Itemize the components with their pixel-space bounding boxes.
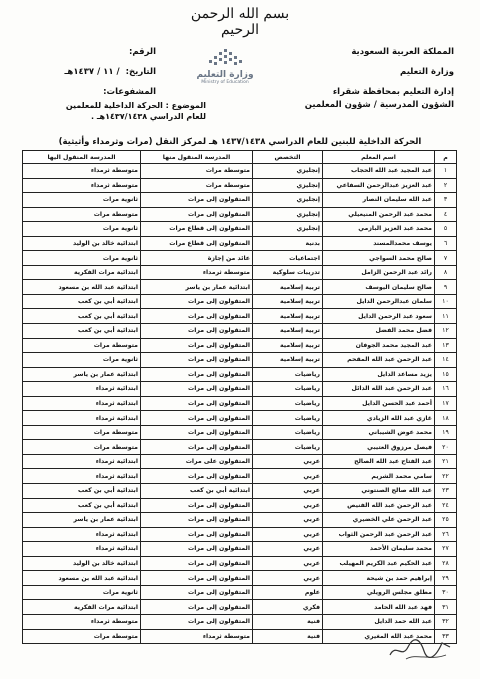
to-school-cell: متوسطة مرات (23, 207, 141, 222)
from-school-cell: المتقولون إلى مرات (141, 411, 253, 426)
row-number-cell: ٢٨ (435, 556, 457, 571)
table-row (23, 207, 457, 222)
date-value: / ١١ / ١٤٣٧هـ (64, 67, 120, 77)
from-school-cell: المتقولون إلى مرات (141, 585, 253, 600)
teacher-name-cell: عبد الله صالح الصنتوني (323, 484, 435, 499)
subject-line: الموضوع : الحركة الداخلية للمعلمين (65, 101, 206, 110)
table-row (23, 222, 457, 237)
table-row (23, 571, 457, 586)
transfers-table (22, 150, 457, 644)
table-row (23, 469, 457, 484)
row-number-cell: ٣١ (435, 600, 457, 615)
column-header-number: م (435, 151, 457, 164)
column-header-from-school: المدرسة المنقول منها (141, 151, 253, 164)
from-school-cell: المنقولون إلى مرات (141, 207, 253, 222)
teacher-name-cell: محمد عبد الرحمن المنيعيلي (323, 207, 435, 222)
specialization-cell: تدريبات سلوكية (253, 265, 323, 280)
row-number-cell: ١١ (435, 309, 457, 324)
row-number-cell: ٢٢ (435, 469, 457, 484)
teacher-name-cell: عبد الرحمن علي الخضيري (323, 513, 435, 528)
to-school-cell: متوسطة ثرمداء (23, 178, 141, 193)
teacher-name-cell: يزيد مساعد الدايل (323, 367, 435, 382)
to-school-cell: ابتدائية ثرمداء (23, 454, 141, 469)
specialization-cell: عربي (253, 469, 323, 484)
teacher-name-cell: عبد العزيز عبدالرحمن السفاعي (323, 178, 435, 193)
specialization-cell: فكري (253, 600, 323, 615)
table-row (23, 338, 457, 353)
table-row (23, 164, 457, 179)
from-school-cell: المتقولون إلى مرات (141, 513, 253, 528)
table-row (23, 193, 457, 208)
specialization-cell: اجتماعيات (253, 251, 323, 266)
from-school-cell: المتقولون إلى مرات (141, 440, 253, 455)
teacher-name-cell: عبد الرحمن عبد الله الدائل (323, 382, 435, 397)
table-row (23, 411, 457, 426)
reference-number-label: الرقم: (128, 47, 156, 57)
from-school-cell: المتقولون إلى مرات (141, 294, 253, 309)
specialization-cell: تربية إسلامية (253, 338, 323, 353)
teacher-name-cell: محمد عبد العزيز البازمي (323, 222, 435, 237)
row-number-cell: ٢٣ (435, 484, 457, 499)
table-row (23, 556, 457, 571)
reference-fields (36, 42, 156, 102)
to-school-cell: ابتدائية ثرمداء (23, 411, 141, 426)
row-number-cell: ٣٣ (435, 629, 457, 644)
to-school-cell: ابتدائية أبي بن كعب (23, 484, 141, 499)
specialization-cell: عربي (253, 527, 323, 542)
date-row (36, 62, 156, 82)
table-row (23, 542, 457, 557)
teacher-name-cell: عبد المجيد عبد الله الحجاب (323, 164, 435, 179)
row-number-cell: ١٨ (435, 411, 457, 426)
specialization-cell: عربي (253, 484, 323, 499)
row-number-cell: ١ (435, 164, 457, 179)
to-school-cell: ثانوية مرات (23, 585, 141, 600)
teacher-name-cell: عبد الرحمن عبد الرحمن الثواب (323, 527, 435, 542)
row-number-cell: ٢٧ (435, 542, 457, 557)
specialization-cell: تربية إسلامية (253, 294, 323, 309)
from-school-cell: المتقولون إلى مرات (141, 338, 253, 353)
to-school-cell: ابتدائية عبد الله بن مسعود (23, 571, 141, 586)
column-header-teacher-name: اسم المعلم (323, 151, 435, 164)
table-row (23, 265, 457, 280)
teacher-name-cell: إبراهيم حمد بن شيحة (323, 571, 435, 586)
specialization-cell: رياضيات (253, 367, 323, 382)
teacher-name-cell: سعود عبد الرحمن الدايل (323, 309, 435, 324)
letterhead (0, 0, 480, 140)
table-row (23, 382, 457, 397)
row-number-cell: ٤ (435, 207, 457, 222)
from-school-cell: المتقولون إلى مرات (141, 425, 253, 440)
from-school-cell: ابتدائية أبي بن كعب (141, 484, 253, 499)
specialization-cell: عربي (253, 454, 323, 469)
to-school-cell: متوسطة مرات (23, 338, 141, 353)
teacher-name-cell: مطلق مجلس الرويلي (323, 585, 435, 600)
specialization-cell: إنجليزي (253, 164, 323, 179)
from-school-cell: المتقولون إلى مرات (141, 542, 253, 557)
date-label: التاريخ: (125, 67, 156, 77)
teacher-name-cell: سلمان عبدالرحمن الدايل (323, 294, 435, 309)
specialization-cell: رياضيات (253, 396, 323, 411)
subject-year-line: للعام الدراسي ١٤٣٧/١٤٣٨هـ . (91, 112, 206, 121)
table-row (23, 309, 457, 324)
from-school-cell: عائد من إجازة (141, 251, 253, 266)
table-row (23, 440, 457, 455)
row-number-cell: ٨ (435, 265, 457, 280)
specialization-cell: تربية إسلامية (253, 353, 323, 368)
signature-mark (386, 633, 456, 663)
row-number-cell: ٣٠ (435, 585, 457, 600)
column-header-to-school: المدرسة المنقول اليها (23, 151, 141, 164)
specialization-cell: إنجليزي (253, 222, 323, 237)
from-school-cell: المتقولون إلى مرات (141, 193, 253, 208)
to-school-cell: ابتدائية أبي بن كعب (23, 309, 141, 324)
specialization-cell: تربية إسلامية (253, 280, 323, 295)
teacher-name-cell: صالح محمد السواجي (323, 251, 435, 266)
row-number-cell: ٥ (435, 222, 457, 237)
to-school-cell: ابتدائية ثرمداء (23, 542, 141, 557)
to-school-cell: ثانوية مرات (23, 251, 141, 266)
specialization-cell: عربي (253, 498, 323, 513)
specialization-cell: تربية إسلامية (253, 309, 323, 324)
table-row (23, 294, 457, 309)
from-school-cell: متوسطة مرات (141, 164, 253, 179)
table-row (23, 396, 457, 411)
row-number-cell: ٢٤ (435, 498, 457, 513)
row-number-cell: ١٦ (435, 382, 457, 397)
teacher-name-cell: عبد الحكيم عبد الكريم المهيلب (323, 556, 435, 571)
specialization-cell: إنجليزي (253, 207, 323, 222)
teacher-name-cell: عبد الله سليمان النصار (323, 193, 435, 208)
from-school-cell: المتقولون إلى مرات (141, 527, 253, 542)
to-school-cell: ابتدائية خالد بن الوليد (23, 556, 141, 571)
from-school-cell: المتقولون إلى مرات (141, 309, 253, 324)
to-school-cell: متوسطة مرات (23, 440, 141, 455)
table-row (23, 353, 457, 368)
to-school-cell: ابتدائية ثرمداء (23, 527, 141, 542)
to-school-cell: ابتدائية ثرمداء (23, 382, 141, 397)
ministry-logo-icon (205, 46, 245, 70)
table-row (23, 236, 457, 251)
to-school-cell: ابتدائية عمار بن ياسر (23, 367, 141, 382)
from-school-cell: المتقولون إلى مرات (141, 353, 253, 368)
from-school-cell: المتقولون إلى قطاع مرات (141, 222, 253, 237)
teacher-name-cell: عبد المجيد محمد الجوفان (323, 338, 435, 353)
row-number-cell: ٢١ (435, 454, 457, 469)
from-school-cell: المتقولون إلى مرات (141, 324, 253, 339)
ministry-name: وزارة التعليم (400, 67, 454, 77)
table-row (23, 484, 457, 499)
to-school-cell: ابتدائية ثرمداء (23, 469, 141, 484)
basmala: بسم الله الرحمن الرحيم (190, 6, 290, 38)
from-school-cell: المتقولون إلى مرات (141, 571, 253, 586)
from-school-cell: متوسطة مرات (141, 178, 253, 193)
to-school-cell: متوسطة ثرمداء (23, 164, 141, 179)
table-row (23, 367, 457, 382)
row-number-cell: ١٣ (435, 338, 457, 353)
to-school-cell: ثانوية مرات (23, 353, 141, 368)
table-row (23, 178, 457, 193)
teacher-name-cell: يوسف محمدالمسند (323, 236, 435, 251)
teacher-name-cell: محمد عبد الله المغيري (323, 629, 435, 644)
to-school-cell: ابتدائية مرات الفكرية (23, 265, 141, 280)
specialization-cell: عربي (253, 542, 323, 557)
from-school-cell: ابتدائية عمار بن ياسر (141, 280, 253, 295)
row-number-cell: ٢٩ (435, 571, 457, 586)
attachments-row (36, 82, 156, 102)
table-row (23, 251, 457, 266)
to-school-cell: ابتدائية ثرمداء (23, 396, 141, 411)
column-header-specialization: التخصص (253, 151, 323, 164)
row-number-cell: ٢ (435, 178, 457, 193)
teacher-name-cell: رائد عبد الرحمن الزامل (323, 265, 435, 280)
to-school-cell: ابتدائية أبي بن كعب (23, 324, 141, 339)
to-school-cell: ثانوية مرات (23, 222, 141, 237)
row-number-cell: ٢٠ (435, 440, 457, 455)
table-row (23, 324, 457, 339)
from-school-cell: المتقولون على مرات (141, 454, 253, 469)
row-number-cell: ١٩ (435, 425, 457, 440)
teacher-name-cell: سامي محمد الشريم (323, 469, 435, 484)
specialization-cell: فنية (253, 629, 323, 644)
teacher-name-cell: فهد عبد الله الحامد (323, 600, 435, 615)
teacher-name-cell: عبد الله حمد الدايل (323, 614, 435, 629)
table-row (23, 585, 457, 600)
authority-block (304, 42, 454, 102)
to-school-cell: متوسطة ثرمداء (23, 614, 141, 629)
specialization-cell: عربي (253, 513, 323, 528)
teacher-name-cell: فيصل مرزوق العتيبي (323, 440, 435, 455)
logo-english-text: Ministry of Education (201, 80, 249, 85)
teacher-name-cell: محمد عوض الشيباني (323, 425, 435, 440)
from-school-cell: المتقولون إلى مرات (141, 396, 253, 411)
attachments-label: المشفوعات: (103, 87, 156, 97)
row-number-cell: ٩ (435, 280, 457, 295)
specialization-cell: علوم (253, 585, 323, 600)
from-school-cell: متوسطة ثرمداء (141, 265, 253, 280)
from-school-cell: المنقولون إلى قطاع مرات (141, 236, 253, 251)
from-school-cell: المتقولون إلى مرات (141, 614, 253, 629)
teacher-name-cell: فضل محمد الفضل (323, 324, 435, 339)
department-name: الشؤون المدرسية / شؤون المعلمين (304, 100, 454, 110)
to-school-cell: ابتدائية أبي بن كعب (23, 498, 141, 513)
directorate-name: إدارة التعليم بمحافظة شقراء (332, 87, 454, 97)
row-number-cell: ٧ (435, 251, 457, 266)
teacher-name-cell: أحمد عبد الحسن الدايل (323, 396, 435, 411)
row-number-cell: ١٧ (435, 396, 457, 411)
specialization-cell: بدنية (253, 236, 323, 251)
specialization-cell: تربية إسلامية (253, 324, 323, 339)
specialization-cell: رياضيات (253, 425, 323, 440)
to-school-cell: ابتدائية مرات الفكرية (23, 600, 141, 615)
row-number-cell: ١٤ (435, 353, 457, 368)
ministry-logo (186, 46, 264, 98)
teacher-name-cell: عبد الفتاح عبد الله الصالح (323, 454, 435, 469)
to-school-cell: ابتدائية عبد الله بن مسعود (23, 280, 141, 295)
specialization-cell: رياضيات (253, 411, 323, 426)
country-name: المملكة العربية السعودية (351, 47, 454, 57)
table-row (23, 454, 457, 469)
table-row (23, 280, 457, 295)
specialization-cell: فنية (253, 614, 323, 629)
specialization-cell: إنجليزي (253, 193, 323, 208)
specialization-cell: إنجليزي (253, 178, 323, 193)
to-school-cell: ابتدائية عمار بن ياسر (23, 513, 141, 528)
specialization-cell: رياضيات (253, 382, 323, 397)
from-school-cell: المتقولون إلى مرات (141, 382, 253, 397)
teacher-name-cell: غازي عبد الله الزيادي (323, 411, 435, 426)
row-number-cell: ١٢ (435, 324, 457, 339)
row-number-cell: ١٠ (435, 294, 457, 309)
subject-block (36, 100, 206, 122)
to-school-cell: ابتدائية خالد بن الوليد (23, 236, 141, 251)
row-number-cell: ٢٥ (435, 513, 457, 528)
to-school-cell: متوسطة مرات (23, 629, 141, 644)
from-school-cell: المتقولون إلى مرات (141, 367, 253, 382)
to-school-cell: ثانوية مرات (23, 193, 141, 208)
table-row (23, 527, 457, 542)
table-row (23, 513, 457, 528)
teacher-name-cell: محمد سليمان الأحمد (323, 542, 435, 557)
specialization-cell: رياضيات (253, 440, 323, 455)
table-header-row (23, 151, 457, 164)
table-row (23, 600, 457, 615)
reference-number-row (36, 42, 156, 62)
teacher-name-cell: عبد الرحمن عبد الله الفنيص (323, 498, 435, 513)
row-number-cell: ٣٢ (435, 614, 457, 629)
table-row (23, 498, 457, 513)
table-row (23, 425, 457, 440)
specialization-cell: عربي (253, 556, 323, 571)
row-number-cell: ٢٦ (435, 527, 457, 542)
from-school-cell: المتقولون إلى مرات (141, 600, 253, 615)
document-title: الحركة الداخلية للبنين للعام الدراسي ١٤٣٧/١٤٣٨ هـ لمركز النقل (مرات وثرمداء وأثيثية) (58, 137, 422, 147)
teacher-name-cell: عبد الرحمن عبد الله المقحم (323, 353, 435, 368)
table-row (23, 614, 457, 629)
logo-arabic-text: وزارة التعليم (196, 70, 254, 80)
specialization-cell: عربي (253, 571, 323, 586)
to-school-cell: متوسطة مرات (23, 425, 141, 440)
from-school-cell: المتقولون إلى مرات (141, 556, 253, 571)
row-number-cell: ٣ (435, 193, 457, 208)
to-school-cell: ابتدائية أبي بن كعب (23, 294, 141, 309)
teacher-name-cell: صالح سليمان اليوسف (323, 280, 435, 295)
from-school-cell: المتقولون إلى مرات (141, 498, 253, 513)
row-number-cell: ١٥ (435, 367, 457, 382)
from-school-cell: المتقولون إلى مرات (141, 469, 253, 484)
from-school-cell: متوسطة ثرمداء (141, 629, 253, 644)
row-number-cell: ٦ (435, 236, 457, 251)
